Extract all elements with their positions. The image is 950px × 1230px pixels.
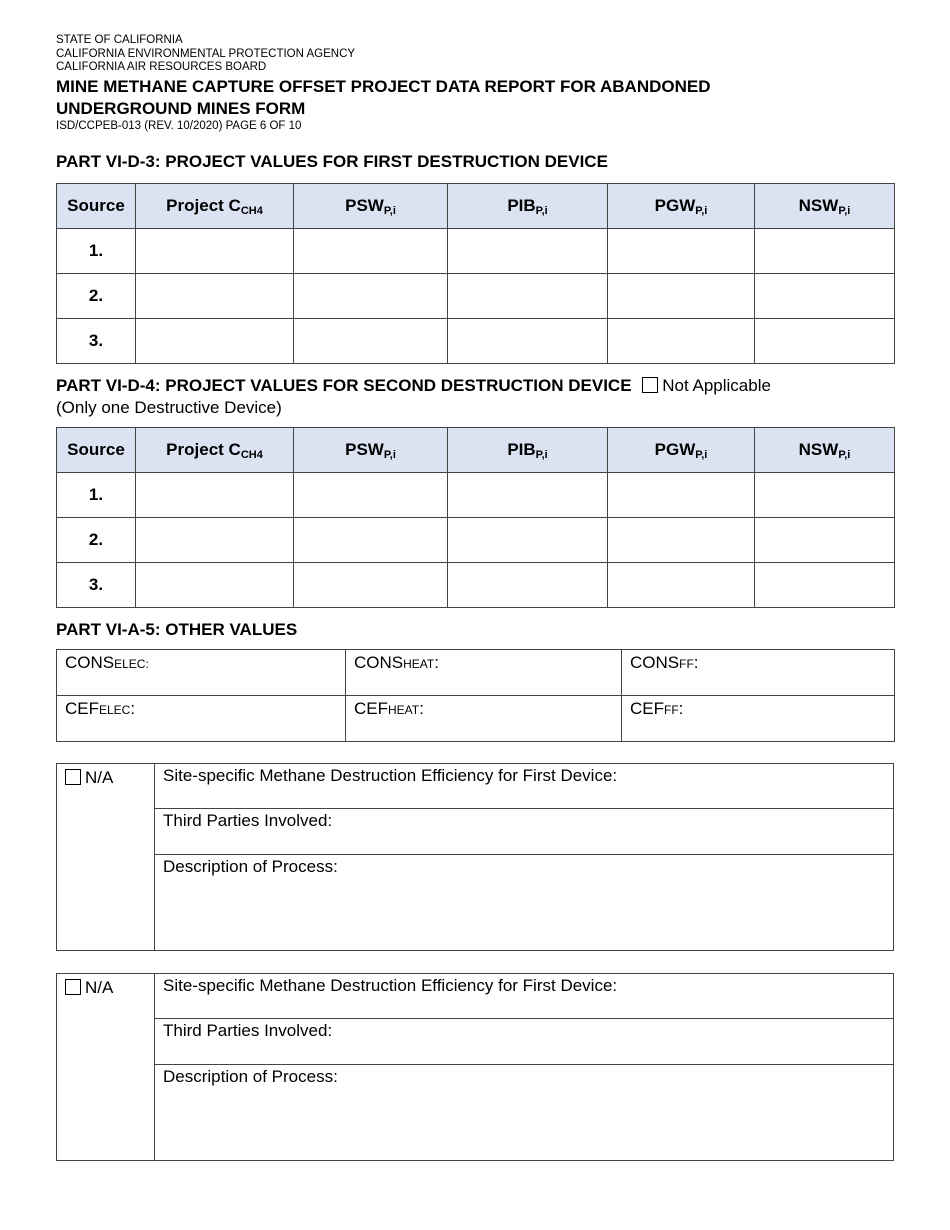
project-cch4-field[interactable]	[136, 518, 294, 563]
col-header-pib: $PIB_{P,i}$	[448, 428, 608, 473]
pgw-field[interactable]	[608, 563, 755, 608]
col-header-project-cch4: Project $C_{CH4}$	[136, 184, 294, 229]
pgw-field[interactable]	[608, 319, 755, 364]
pgw-field[interactable]	[608, 473, 755, 518]
first-device-info-box	[56, 763, 894, 951]
cons-heat-field[interactable]: CONSHEAT:	[346, 650, 622, 696]
cons-elec-field[interactable]: CONSELEC:	[57, 650, 346, 696]
nsw-field[interactable]	[755, 229, 895, 274]
col-header-pib: $PIB_{P,i}$	[448, 184, 608, 229]
psw-field[interactable]	[294, 229, 448, 274]
pib-field[interactable]	[448, 274, 608, 319]
third-parties-label: Third Parties Involved:	[163, 811, 333, 830]
project-cch4-field[interactable]	[136, 274, 294, 319]
project-cch4-field[interactable]	[136, 473, 294, 518]
part-a5-title: PART VI-A-5: OTHER VALUES	[56, 620, 298, 639]
row-number: 2.	[57, 518, 136, 563]
process-description-field[interactable]	[155, 1065, 893, 1160]
not-applicable-checkbox[interactable]	[642, 377, 658, 393]
col-header-pgw: $PGW_{P,i}$	[608, 428, 755, 473]
col-header-nsw: $NSW_{P,i}$	[755, 428, 895, 473]
pib-field[interactable]	[448, 563, 608, 608]
na-cell	[57, 764, 155, 950]
na-label: N/A	[85, 768, 114, 787]
part-d4-title: PART VI-D-4: PROJECT VALUES FOR SECOND DESTRUCTION DEVICE	[56, 376, 632, 395]
cef-ff-field[interactable]: CEFFF:	[622, 696, 895, 742]
third-parties-field[interactable]	[155, 1019, 893, 1065]
row-number: 3.	[57, 563, 136, 608]
process-description-field[interactable]	[155, 855, 893, 950]
pgw-field[interactable]	[608, 229, 755, 274]
agency-line-carb: CALIFORNIA AIR RESOURCES BOARD	[56, 61, 267, 73]
form-title-line-1: MINE METHANE CAPTURE OFFSET PROJECT DATA REPORT FOR ABANDONED	[56, 76, 711, 96]
table-header-row	[57, 428, 895, 473]
form-number: ISD/CCPEB-013 (REV. 10/2020) PAGE 6 OF 10	[56, 119, 302, 132]
table-row	[57, 563, 895, 608]
process-description-label: Description of Process:	[163, 1067, 338, 1086]
nsw-field[interactable]	[755, 319, 895, 364]
table-header-row	[57, 184, 895, 229]
project-cch4-field[interactable]	[136, 319, 294, 364]
pib-field[interactable]	[448, 473, 608, 518]
na-cell	[57, 974, 155, 1160]
cef-elec-field[interactable]: CEFELEC:	[57, 696, 346, 742]
row-number: 3.	[57, 319, 136, 364]
psw-field[interactable]	[294, 274, 448, 319]
na-checkbox[interactable]	[65, 769, 81, 785]
table-row	[57, 319, 895, 364]
nsw-field[interactable]	[755, 274, 895, 319]
table-row	[57, 274, 895, 319]
process-description-label: Description of Process:	[163, 857, 338, 876]
agency-line-calepa: CALIFORNIA ENVIRONMENTAL PROTECTION AGENCY	[56, 47, 356, 60]
third-parties-label: Third Parties Involved:	[163, 1021, 333, 1040]
second-device-table	[56, 427, 895, 608]
first-device-table	[56, 183, 895, 364]
col-header-project-cch4: Project $C_{CH4}$	[136, 428, 294, 473]
row-number: 1.	[57, 229, 136, 274]
form-title-line-2: UNDERGROUND MINES FORM	[56, 98, 306, 118]
nsw-field[interactable]	[755, 473, 895, 518]
destruction-efficiency-field[interactable]	[155, 764, 893, 809]
table-row	[57, 518, 895, 563]
project-cch4-field[interactable]	[136, 229, 294, 274]
destruction-efficiency-label: Site-specific Methane Destruction Efficiency for First Device:	[163, 766, 618, 785]
nsw-field[interactable]	[755, 518, 895, 563]
cef-heat-field[interactable]: CEFHEAT:	[346, 696, 622, 742]
psw-field[interactable]	[294, 473, 448, 518]
col-header-nsw: $NSW_{P,i}$	[755, 184, 895, 229]
pib-field[interactable]	[448, 518, 608, 563]
nsw-field[interactable]	[755, 563, 895, 608]
form-header	[56, 34, 896, 133]
second-device-info-box	[56, 973, 894, 1161]
part-d4-note: (Only one Destructive Device)	[56, 398, 282, 417]
col-header-psw: $PSW_{P,i}$	[294, 184, 448, 229]
project-cch4-field[interactable]	[136, 563, 294, 608]
part-d4-heading	[56, 375, 771, 419]
row-number: 2.	[57, 274, 136, 319]
pib-field[interactable]	[448, 229, 608, 274]
row-number: 1.	[57, 473, 136, 518]
psw-field[interactable]	[294, 518, 448, 563]
cons-ff-field[interactable]: CONSFF:	[622, 650, 895, 696]
pib-field[interactable]	[448, 319, 608, 364]
agency-line-state: STATE OF CALIFORNIA	[56, 34, 183, 46]
col-header-source: Source	[57, 184, 136, 229]
na-label: N/A	[85, 978, 114, 997]
psw-field[interactable]	[294, 319, 448, 364]
other-values-table	[56, 649, 895, 742]
third-parties-field[interactable]	[155, 809, 893, 855]
col-header-source: Source	[57, 428, 136, 473]
col-header-pgw: $PGW_{P,i}$	[608, 184, 755, 229]
part-d3-title: PART VI-D-3: PROJECT VALUES FOR FIRST DESTRUCTION DEVICE	[56, 152, 608, 171]
not-applicable-label: Not Applicable	[662, 376, 771, 395]
destruction-efficiency-label: Site-specific Methane Destruction Efficiency for First Device:	[163, 976, 618, 995]
pgw-field[interactable]	[608, 274, 755, 319]
na-checkbox[interactable]	[65, 979, 81, 995]
psw-field[interactable]	[294, 563, 448, 608]
pgw-field[interactable]	[608, 518, 755, 563]
table-row	[57, 229, 895, 274]
col-header-psw: $PSW_{P,i}$	[294, 428, 448, 473]
table-row	[57, 473, 895, 518]
destruction-efficiency-field[interactable]	[155, 974, 893, 1019]
